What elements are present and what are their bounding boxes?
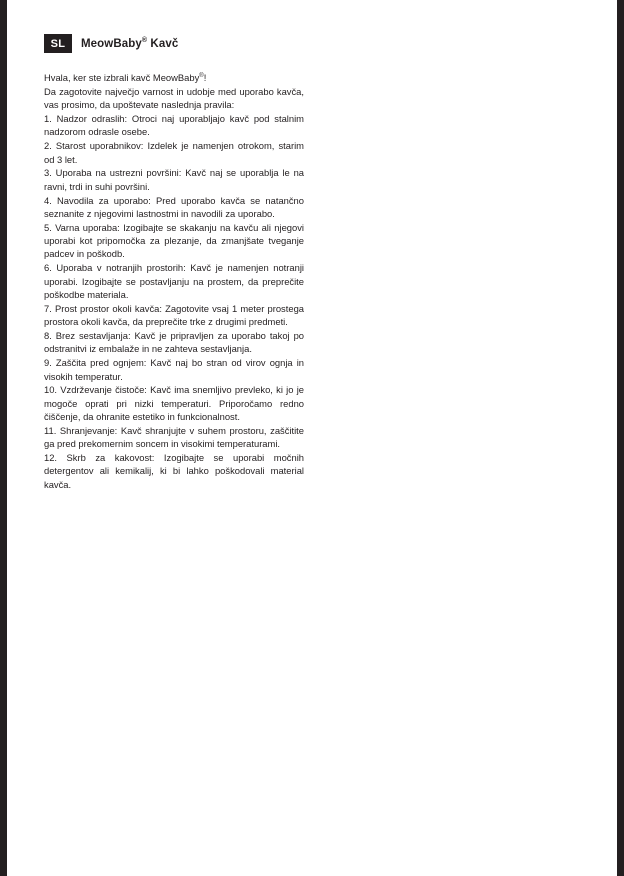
instructions-body (44, 71, 304, 491)
rule-item: 11. Shranjevanje: Kavč shranjujte v suhem prostoru, zaščitite ga pred prekomernim soncem in visokimi temperaturami. (44, 424, 304, 450)
document-header (44, 34, 304, 53)
page-edge-bar-left (0, 0, 7, 876)
greeting-text: Hvala, ker ste izbrali kavč MeowBaby (44, 72, 200, 83)
greeting-paragraph (44, 71, 304, 84)
rule-item: 8. Brez sestavljanja: Kavč je pripravljen za uporabo takoj po odstranitvi iz embalaže in ne zahteva sestavljanja. (44, 330, 304, 355)
rule-item: 1. Nadzor odraslih: Otroci naj uporabljajo kavč pod stalnim nadzorom odrasle osebe. (44, 113, 304, 138)
registered-trademark-symbol: ® (141, 36, 148, 44)
page-title (81, 38, 178, 50)
page-edge-bar-right (617, 0, 624, 876)
product-type: Kavč (147, 37, 179, 50)
rule-item: 9. Zaščita pred ognjem: Kavč naj bo stran od virov ognja in visokih temperatur. (44, 357, 304, 382)
rule-item: 5. Varna uporaba: Izogibajte se skakanju na kavču ali njegovi uporabi kot pripomočka za plezanje, da zmanjšate tveganje padcev in poškodb. (44, 221, 304, 260)
product-name: MeowBaby (81, 37, 142, 50)
rule-item: 2. Starost uporabnikov: Izdelek je namenjen otrokom, starim od 3 let. (44, 140, 304, 165)
language-badge: SL (44, 34, 72, 53)
rule-item: 12. Skrb za kakovost: Izogibajte se uporabi močnih detergentov ali kemikalij, ki bi lahko poškodovali material kavča. (44, 452, 304, 490)
greeting-exclamation: ! (203, 72, 207, 83)
rule-item: 3. Uporaba na ustrezni površini: Kavč naj se uporablja le na ravni, trdi in suhi površini. (44, 167, 304, 192)
rule-item: 6. Uporaba v notranjih prostorih: Kavč je namenjen notranji uporabi. Izogibajte se postavljanju na prostem, da preprečite poškodbe materiala. (44, 262, 304, 300)
rule-item: 4. Navodila za uporabo: Pred uporabo kavča se natančno seznanite z njegovimi lastnostmi in navodili za uporabo. (44, 194, 304, 219)
intro-paragraph: Da zagotovite največjo varnost in udobje med uporabo kavča, vas prosimo, da upoštevate naslednja pravila: (44, 85, 304, 111)
greeting-registered-symbol: ® (199, 72, 204, 79)
document-content (44, 34, 304, 492)
rule-item: 10. Vzdrževanje čistoče: Kavč ima snemljivo prevleko, ki jo je mogoče oprati pri nizki temperaturi. Priporočamo redno čiščenje, da ohranite estetiko in funkcionalnost. (44, 384, 304, 423)
rule-item: 7. Prost prostor okoli kavča: Zagotovite vsaj 1 meter prostega prostora okoli kavča, da preprečite trke z drugimi predmeti. (44, 302, 304, 328)
